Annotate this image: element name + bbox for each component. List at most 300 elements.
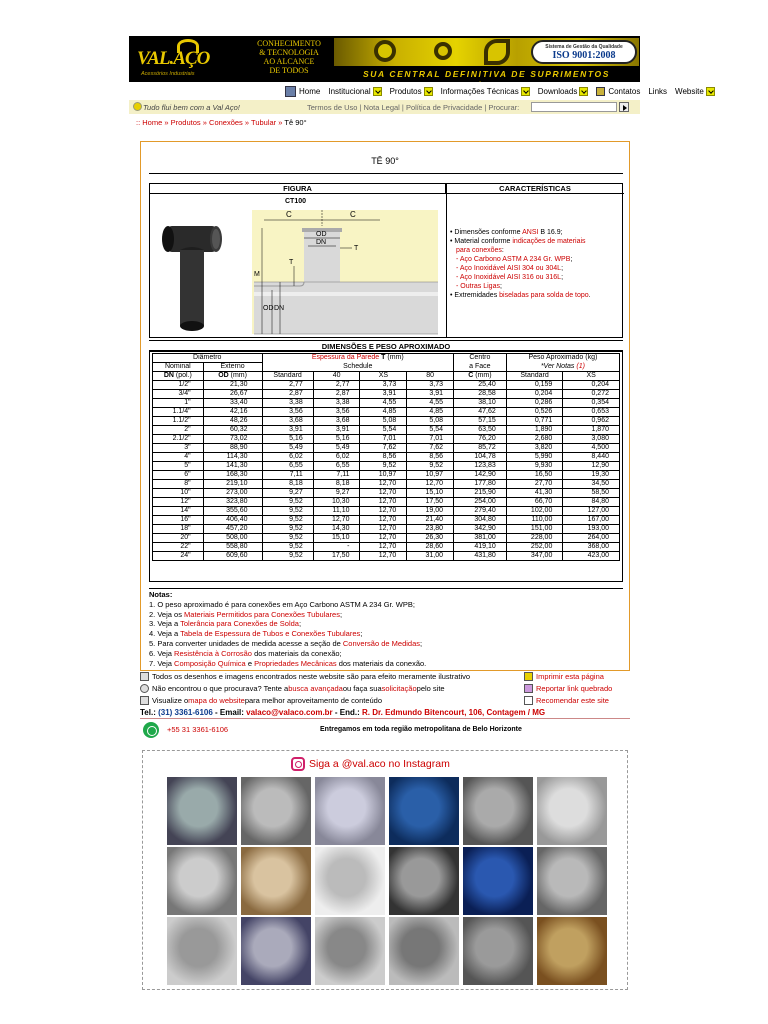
note-text: ;	[298, 619, 302, 629]
instagram-header[interactable]	[291, 757, 450, 771]
note-item	[149, 639, 623, 649]
table-cell: 219,10	[203, 480, 262, 489]
table-cell: 151,00	[506, 525, 563, 534]
stainless-304-link[interactable]: - Aço Inoxidável AISI 304 ou 304L	[456, 265, 562, 272]
table-cell: 0,204	[506, 390, 563, 399]
table-cell: 3,91	[262, 426, 313, 435]
breadcrumb-current: Tê 90°	[284, 118, 307, 127]
report-link[interactable]: Reportar link quebrado	[536, 684, 613, 693]
nav-item-home[interactable]	[299, 87, 320, 96]
spec-item: - Aço Inoxidável AISI 316 ou 316L;	[456, 274, 564, 281]
slogan-line: & TECNOLOGIA	[259, 48, 319, 57]
table-cell: 6,02	[262, 453, 313, 462]
tee-photo	[162, 226, 222, 331]
nav-label[interactable]: Informações Técnicas	[440, 86, 519, 96]
table-row	[153, 399, 620, 408]
notes-section	[149, 590, 623, 668]
table-cell: 141,30	[203, 462, 262, 471]
nav-item-website[interactable]	[675, 87, 715, 96]
table-cell: 9,52	[262, 498, 313, 507]
dimensions-body	[153, 381, 620, 561]
dim-label-c: C	[286, 210, 292, 219]
instagram-photo[interactable]	[167, 847, 237, 915]
nav-label[interactable]: Website	[675, 86, 704, 96]
table-cell: 4,85	[360, 408, 407, 417]
iso-badge	[531, 40, 637, 64]
search-input[interactable]	[531, 102, 617, 112]
bevel-ends-link[interactable]: biseladas para solda de topo	[499, 292, 589, 299]
table-cell: 4"	[153, 453, 204, 462]
note-text: 4. Veja a	[149, 629, 181, 639]
instagram-photo[interactable]	[315, 917, 385, 985]
table-cell: 0,962	[563, 417, 620, 426]
table-cell: 16"	[153, 516, 204, 525]
table-cell: 4,55	[407, 399, 454, 408]
table-cell: 76,20	[454, 435, 507, 444]
table-cell: 25,40	[454, 381, 507, 390]
tee-drawing	[252, 210, 438, 334]
table-cell: 304,80	[454, 516, 507, 525]
table-cell: 19,30	[563, 471, 620, 480]
note-item	[149, 649, 623, 659]
table-cell: 5,49	[313, 444, 360, 453]
chevron-down-icon[interactable]	[579, 87, 588, 96]
dim-label-t: T	[354, 245, 359, 252]
chevron-down-icon[interactable]	[521, 87, 530, 96]
th-ver-notas: *Ver Notas (1)	[506, 363, 619, 372]
table-row	[153, 543, 620, 552]
table-cell: 5,54	[360, 426, 407, 435]
page-title: TÊ 90°	[371, 156, 399, 166]
note-item	[149, 629, 623, 639]
note-1-link[interactable]: (1)	[576, 362, 585, 370]
table-cell: 3,73	[407, 381, 454, 390]
nav-item-informacoes-tecnicas[interactable]	[441, 87, 530, 96]
table-cell: 3,91	[360, 390, 407, 399]
table-cell: 12,70	[407, 480, 454, 489]
instagram-photo[interactable]	[463, 917, 533, 985]
breadcrumb-prefix: ::	[136, 118, 141, 127]
table-cell: 104,78	[454, 453, 507, 462]
recommend-link[interactable]: Recomendar este site	[536, 696, 609, 705]
instagram-link[interactable]: Siga a @val.aco no Instagram	[309, 758, 450, 770]
table-row	[153, 408, 620, 417]
dim-label-od: OD	[263, 305, 274, 312]
table-cell: 193,00	[563, 525, 620, 534]
table-cell: 12,90	[563, 462, 620, 471]
note-text: dos materiais da conexão;	[251, 648, 342, 658]
logo-subtitle: Acessórios Industriais	[141, 71, 195, 77]
instagram-icon[interactable]	[291, 757, 305, 771]
table-cell: 1.1/4"	[153, 408, 204, 417]
sub-bar	[129, 100, 640, 114]
instagram-photo[interactable]	[241, 917, 311, 985]
table-row	[153, 444, 620, 453]
table-cell: 24"	[153, 552, 204, 561]
table-cell: 7,11	[262, 471, 313, 480]
table-cell: 8,440	[563, 453, 620, 462]
disclaimer-row	[140, 672, 470, 681]
table-cell: 28,60	[407, 543, 454, 552]
table-cell: 2.1/2"	[153, 435, 204, 444]
nav-item-links[interactable]	[648, 87, 667, 96]
note-text: ;	[420, 638, 423, 648]
table-cell: 215,90	[454, 489, 507, 498]
materials-link-cont[interactable]: para conexões	[456, 247, 502, 254]
dim-label-c: C	[350, 210, 356, 219]
note-text: 1. O peso aproximado é para conexões em Aço Carbono ASTM A 234 Gr. WPB;	[149, 599, 415, 609]
th-externo: Externo	[203, 363, 262, 372]
table-cell: 355,60	[203, 507, 262, 516]
table-cell: 15,10	[407, 489, 454, 498]
spec-item: • Material conforme indicações de materiais	[450, 238, 586, 245]
instagram-photo[interactable]	[167, 917, 237, 985]
valaco-logo[interactable]	[133, 39, 245, 79]
table-cell: 10"	[153, 489, 204, 498]
stainless-316-link[interactable]: - Aço Inoxidável AISI 316 ou 316L	[456, 274, 562, 281]
table-cell: 7,62	[360, 444, 407, 453]
document-icon	[140, 672, 149, 681]
spec-item: - Aço Carbono ASTM A 234 Gr. WPB;	[456, 256, 573, 263]
table-cell: 57,15	[454, 417, 507, 426]
other-alloys-link[interactable]: - Outras Ligas	[456, 283, 500, 290]
gear-icon	[434, 42, 452, 60]
carbon-steel-link[interactable]: - Aço Carbono ASTM A 234 Gr. WPB	[456, 256, 571, 263]
sitemap-row: Visualize o mapa do website para melhor aproveitamento de conteúdo	[140, 696, 382, 705]
tee-figure	[154, 206, 440, 336]
table-cell: 323,80	[203, 498, 262, 507]
table-cell: 110,00	[506, 516, 563, 525]
email-link[interactable]: valaco@valaco.com.br	[246, 708, 333, 717]
motto-text: Tudo flui bem com a Val Aço!	[143, 102, 240, 112]
table-cell: 8,18	[262, 480, 313, 489]
th-od: OD (mm)	[203, 372, 262, 381]
nav-item-contatos[interactable]	[596, 87, 640, 96]
table-cell: 5,08	[407, 417, 454, 426]
sitemap-link[interactable]: mapa do website	[188, 696, 245, 705]
table-cell: 254,00	[454, 498, 507, 507]
table-cell: 88,90	[203, 444, 262, 453]
table-cell: 10,97	[407, 471, 454, 480]
caracteristicas-header: CARACTERÍSTICAS	[446, 184, 624, 194]
table-cell: 9,52	[262, 534, 313, 543]
figure-code: CT100	[285, 198, 307, 205]
note-link[interactable]: Tabela de Espessura de Tubos e Conexões Tubulares	[180, 629, 361, 639]
table-cell: 7,01	[360, 435, 407, 444]
logo-brand-text: VAL.AÇO	[137, 48, 210, 69]
table-cell: 42,16	[203, 408, 262, 417]
note-item	[149, 659, 623, 669]
nav-item-institucional[interactable]	[328, 87, 381, 96]
table-cell: 21,40	[407, 516, 454, 525]
instagram-photo[interactable]	[241, 777, 311, 845]
table-cell: 5"	[153, 462, 204, 471]
table-cell: 12,70	[360, 516, 407, 525]
materials-link[interactable]: indicações de materiais	[512, 238, 586, 245]
figura-header: FIGURA	[150, 184, 446, 194]
th-peso-standard: Standard	[506, 372, 563, 381]
table-cell: 0,526	[506, 408, 563, 417]
note-link[interactable]: Conversão de Medidas	[342, 638, 421, 648]
instagram-photo[interactable]	[537, 847, 607, 915]
table-cell: 0,354	[563, 399, 620, 408]
print-link[interactable]: Imprimir esta página	[536, 672, 604, 681]
table-cell: 114,30	[203, 453, 262, 462]
table-cell: 342,90	[454, 525, 507, 534]
dimensions-title: DIMENSÕES E PESO APROXIMADO	[149, 340, 623, 351]
report-row[interactable]	[524, 684, 612, 693]
table-cell: 12,70	[360, 498, 407, 507]
table-cell: 5,16	[313, 435, 360, 444]
envelope-icon[interactable]	[524, 696, 533, 705]
slogan-line: DE TODOS	[269, 66, 309, 75]
spec-item: para conexões:	[456, 247, 504, 254]
th-espessura: Espessura da Parede T (mm)	[262, 354, 454, 363]
table-cell: 7,62	[407, 444, 454, 453]
table-cell: 252,00	[506, 543, 563, 552]
table-cell: 21,30	[203, 381, 262, 390]
chevron-down-icon[interactable]	[373, 87, 382, 96]
request-link[interactable]: solicitação	[381, 684, 417, 693]
instagram-photo[interactable]	[315, 777, 385, 845]
espessura-link[interactable]: Espessura da Parede	[311, 354, 380, 362]
advanced-search-link[interactable]: busca avançada	[288, 684, 343, 693]
table-cell: 177,80	[454, 480, 507, 489]
table-cell: 419,10	[454, 543, 507, 552]
table-cell: 2,87	[262, 390, 313, 399]
note-link[interactable]: Tolerância para Conexões de Solda	[180, 619, 299, 629]
table-cell: 8,56	[407, 453, 454, 462]
nav-label[interactable]: Institucional	[328, 86, 371, 96]
table-row	[153, 453, 620, 462]
header-banner[interactable]	[129, 36, 640, 82]
home-icon[interactable]	[285, 86, 296, 97]
nav-item-downloads[interactable]	[538, 87, 589, 96]
iso-badge-text: ISO 9001:2008	[552, 50, 616, 61]
table-cell: 273,00	[203, 489, 262, 498]
legal-links[interactable]: Termos de Uso | Nota Legal | Política de Privacidade | Procurar:	[307, 102, 520, 112]
table-cell: 1,870	[563, 426, 620, 435]
th-40: 40	[313, 372, 360, 381]
table-cell: 1/2"	[153, 381, 204, 390]
breadcrumb-home[interactable]: Home	[142, 118, 163, 127]
table-cell: 20"	[153, 534, 204, 543]
printer-icon[interactable]	[524, 672, 533, 681]
table-cell: 1,890	[506, 426, 563, 435]
note-link[interactable]: Composição Química	[174, 658, 246, 668]
table-cell: 12,70	[360, 507, 407, 516]
table-cell: 60,32	[203, 426, 262, 435]
table-cell: 9,930	[506, 462, 563, 471]
nav-label[interactable]: Home	[299, 86, 321, 96]
print-row[interactable]	[524, 672, 604, 681]
table-cell: 5,16	[262, 435, 313, 444]
search-help-row: Não encontrou o que procurava? Tente a busca avançada ou faça sua solicitação pelo site	[140, 684, 445, 693]
note-text: 2. Veja os	[149, 609, 185, 619]
instagram-photo[interactable]	[241, 847, 311, 915]
table-cell: 1.1/2"	[153, 417, 204, 426]
table-cell: 406,40	[203, 516, 262, 525]
table-cell: 3,56	[313, 408, 360, 417]
table-cell: 63,50	[454, 426, 507, 435]
breadcrumb-conexoes[interactable]: Conexões	[209, 118, 243, 127]
dim-label-t: T	[289, 259, 294, 266]
table-row	[153, 534, 620, 543]
table-cell: 3,820	[506, 444, 563, 453]
note-link[interactable]: Propriedades Mecânicas	[254, 658, 337, 668]
notes-list	[149, 600, 623, 669]
table-cell: 12,70	[360, 534, 407, 543]
th-peso-xs: XS	[563, 372, 620, 381]
table-row	[153, 471, 620, 480]
whatsapp-number[interactable]: +55 31 3361-6106	[167, 725, 229, 734]
table-row	[153, 435, 620, 444]
question-icon	[140, 684, 149, 693]
instagram-photo[interactable]	[537, 917, 607, 985]
table-cell: 3,38	[262, 399, 313, 408]
dimensions-table	[152, 353, 620, 561]
table-cell: 66,70	[506, 498, 563, 507]
title-divider	[149, 173, 623, 174]
table-cell: 6"	[153, 471, 204, 480]
table-cell: -	[313, 543, 360, 552]
table-cell: 12,70	[360, 525, 407, 534]
instagram-photo[interactable]	[537, 777, 607, 845]
nav-label[interactable]: Links	[648, 86, 668, 96]
table-cell: 84,80	[563, 498, 620, 507]
spec-item: • Dimensões conforme ANSI B 16.9;	[450, 229, 563, 236]
table-cell: 102,00	[506, 507, 563, 516]
table-row	[153, 381, 620, 390]
contact-line: Tel.: (31) 3361-6106 - Email: valaco@valaco.com.br - End.: R. Dr. Edmundo Bitencourt, 106, Contagem / MG	[140, 708, 546, 717]
note-link[interactable]: Materiais Permitidos para Conexões Tubulares	[184, 609, 340, 619]
notes-title: Notas:	[149, 590, 173, 599]
table-cell: 5,49	[262, 444, 313, 453]
phone-number[interactable]: (31) 3361-6106	[158, 708, 213, 717]
table-cell: 431,80	[454, 552, 507, 561]
spec-item: • Extremidades biseladas para solda de topo.	[450, 292, 591, 299]
table-cell: 0,286	[506, 399, 563, 408]
note-text: e	[245, 658, 255, 668]
chevron-down-icon[interactable]	[706, 87, 715, 96]
table-cell: 8"	[153, 480, 204, 489]
table-cell: 73,02	[203, 435, 262, 444]
table-cell: 3,56	[262, 408, 313, 417]
table-cell: 609,60	[203, 552, 262, 561]
table-cell: 5,990	[506, 453, 563, 462]
table-cell: 48,26	[203, 417, 262, 426]
nav-label[interactable]: Produtos	[389, 86, 422, 96]
th-nominal: Nominal	[153, 363, 204, 372]
figure-table	[149, 183, 623, 338]
note-text: ;	[360, 629, 363, 639]
whatsapp-icon[interactable]	[143, 722, 159, 738]
note-link[interactable]: Resistência à Corrosão	[174, 648, 252, 658]
ansi-link[interactable]: ANSI	[522, 229, 539, 236]
instagram-photo[interactable]	[167, 777, 237, 845]
table-cell: 368,00	[563, 543, 620, 552]
table-cell: 123,83	[454, 462, 507, 471]
note-text: 6. Veja	[149, 648, 175, 658]
table-row	[153, 417, 620, 426]
table-cell: 381,00	[454, 534, 507, 543]
flange-icon	[374, 40, 396, 62]
table-cell: 168,30	[203, 471, 262, 480]
nav-label[interactable]: Downloads	[537, 86, 578, 96]
note-text: 3. Veja a	[149, 619, 181, 629]
table-cell: 41,30	[506, 489, 563, 498]
table-cell: 0,204	[563, 381, 620, 390]
table-row	[153, 507, 620, 516]
table-cell: 7,11	[313, 471, 360, 480]
table-cell: 4,500	[563, 444, 620, 453]
table-row	[153, 462, 620, 471]
table-row	[153, 480, 620, 489]
breadcrumb-tubular[interactable]: Tubular	[251, 118, 277, 127]
table-cell: 2,77	[262, 381, 313, 390]
table-cell: 127,00	[563, 507, 620, 516]
table-cell: 9,27	[313, 489, 360, 498]
table-cell: 264,00	[563, 534, 620, 543]
table-cell: 9,52	[262, 525, 313, 534]
table-cell: 3,38	[313, 399, 360, 408]
table-cell: 279,40	[454, 507, 507, 516]
table-cell: 0,771	[506, 417, 563, 426]
instagram-photo[interactable]	[389, 917, 459, 985]
table-cell: 17,50	[407, 498, 454, 507]
instagram-photo[interactable]	[389, 777, 459, 845]
broken-link-icon[interactable]	[524, 684, 533, 693]
instagram-photo[interactable]	[463, 847, 533, 915]
table-cell: 457,20	[203, 525, 262, 534]
table-cell: 12,70	[360, 552, 407, 561]
nav-label[interactable]: Contatos	[608, 86, 641, 96]
address-text: R. Dr. Edmundo Bitencourt, 106, Contagem / MG	[362, 708, 546, 717]
instagram-photo[interactable]	[315, 847, 385, 915]
table-cell: 11,10	[313, 507, 360, 516]
nav-item-produtos[interactable]	[390, 87, 433, 96]
table-cell: 142,90	[454, 471, 507, 480]
table-cell: 27,70	[506, 480, 563, 489]
table-cell: 12,70	[313, 516, 360, 525]
table-cell: 12"	[153, 498, 204, 507]
instagram-photo[interactable]	[389, 847, 459, 915]
table-cell: 19,00	[407, 507, 454, 516]
th-peso: Peso Aproximado (kg)	[506, 354, 619, 363]
table-cell: 6,02	[313, 453, 360, 462]
th-a-face: a Face	[454, 363, 507, 372]
table-cell: 3,91	[313, 426, 360, 435]
contact-icon	[596, 87, 605, 96]
table-cell: 58,50	[563, 489, 620, 498]
instagram-photo[interactable]	[463, 777, 533, 845]
chevron-down-icon[interactable]	[424, 87, 433, 96]
table-cell: 3,91	[407, 390, 454, 399]
note-text: dos materiais da conexão.	[336, 658, 427, 668]
search-button[interactable]	[619, 102, 629, 112]
table-cell: 28,58	[454, 390, 507, 399]
th-schedule: Schedule	[262, 363, 454, 372]
th-dn: DN (pol.)	[153, 372, 204, 381]
spec-item: - Outras Ligas;	[456, 283, 502, 290]
table-cell: 18"	[153, 525, 204, 534]
table-cell: 22"	[153, 543, 204, 552]
recommend-row[interactable]	[524, 696, 609, 705]
table-cell: 23,80	[407, 525, 454, 534]
delivery-region: Entregamos em toda região metropolitana de Belo Horizonte	[320, 726, 522, 733]
breadcrumb-produtos[interactable]: Produtos	[170, 118, 201, 127]
table-cell: 9,52	[262, 543, 313, 552]
